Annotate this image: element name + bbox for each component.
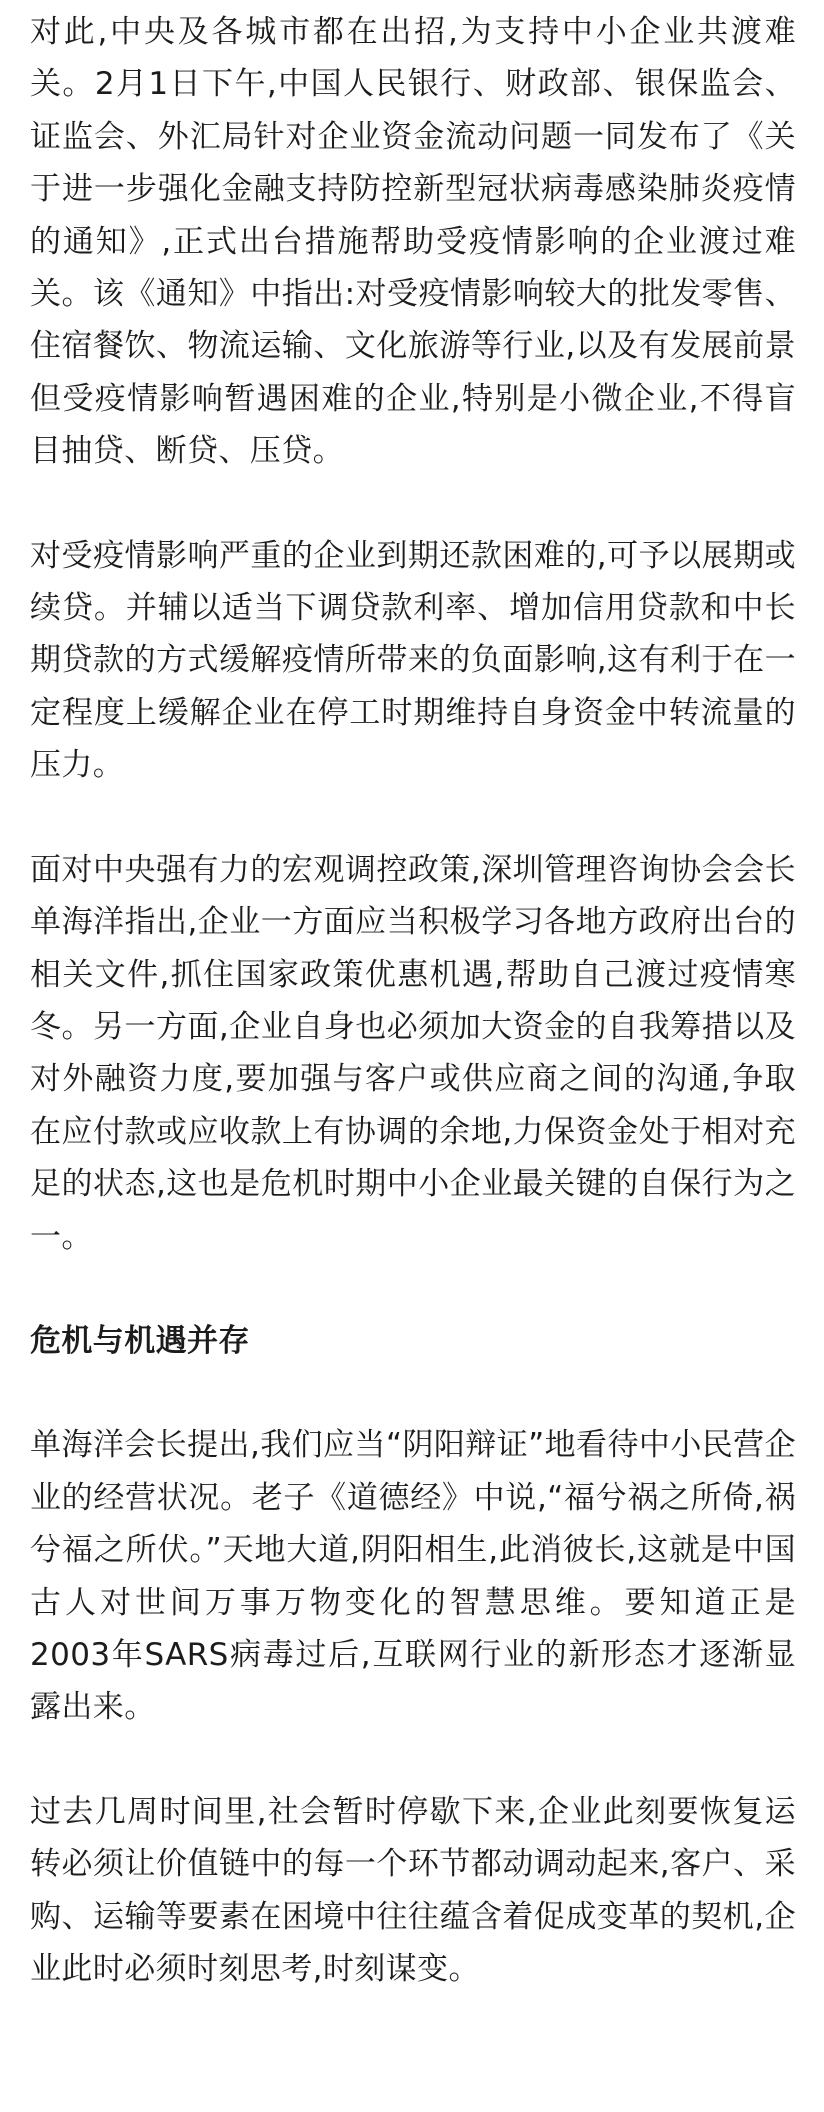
paragraph-policy-notice: 对此,中央及各城市都在出招,为支持中小企业共渡难关。2月1日下午,中国人民银行、财政部、银保监会、证监会、外汇局针对企业资金流动问题一同发布了《关于进一步强化金融支持防控新型冠状病毒感染肺炎疫情的通知》,正式出台措施帮助受疫情影响的企业渡过难关。该《通知》中指出:对受疫情影响较大的批发零售、住宿餐饮、物流运输、文化旅游等行业,以及有发展前景但受疫情影响暂遇困难的企业,特别是小微企业,不得盲目抽贷、断贷、压贷。 <box>30 14 796 470</box>
paragraph-yin-yang: 单海洋会长提出,我们应当“阴阳辩证”地看待中小民营企业的经营状况。老子《道德经》中说,“福兮祸之所倚,祸兮福之所伏。”天地大道,阴阳相生,此消彼长,这就是中国古人对世间万事万物变化的智慧思维。要知道正是2003年SARS病毒过后,互联网行业的新形态才逐渐显露出来。 <box>30 1427 796 1726</box>
paragraph-transformation: 过去几周时间里,社会暂时停歇下来,企业此刻要恢复运转必须让价值链中的每一个环节都动调动起来,客户、采购、运输等要素在困境中往往蕴含着促成变革的契机,企业此时必须时刻思考,时刻谋变。 <box>30 1793 796 1987</box>
section-heading: 危机与机遇并存 <box>30 1322 250 1359</box>
paragraph-loan-extension: 对受疫情影响严重的企业到期还款困难的,可予以展期或续贷。并辅以适当下调贷款利率、增加信用贷款和中长期贷款的方式缓解疫情所带来的负面影响,这有利于在一定程度上缓解企业在停工时期维持自身资金中转流量的压力。 <box>30 537 796 784</box>
paragraph-expert-advice: 面对中央强有力的宏观调控政策,深圳管理咨询协会会长单海洋指出,企业一方面应当积极学习各地方政府出台的相关文件,抓住国家政策优惠机遇,帮助自己渡过疫情寒冬。另一方面,企业自身也必须加大资金的自我筹措以及对外融资力度,要加强与客户或供应商之间的沟通,争取在应付款或应收款上有协调的余地,力保资金处于相对充足的状态,这也是危机时期中小企业最关键的自保行为之一。 <box>30 851 796 1255</box>
